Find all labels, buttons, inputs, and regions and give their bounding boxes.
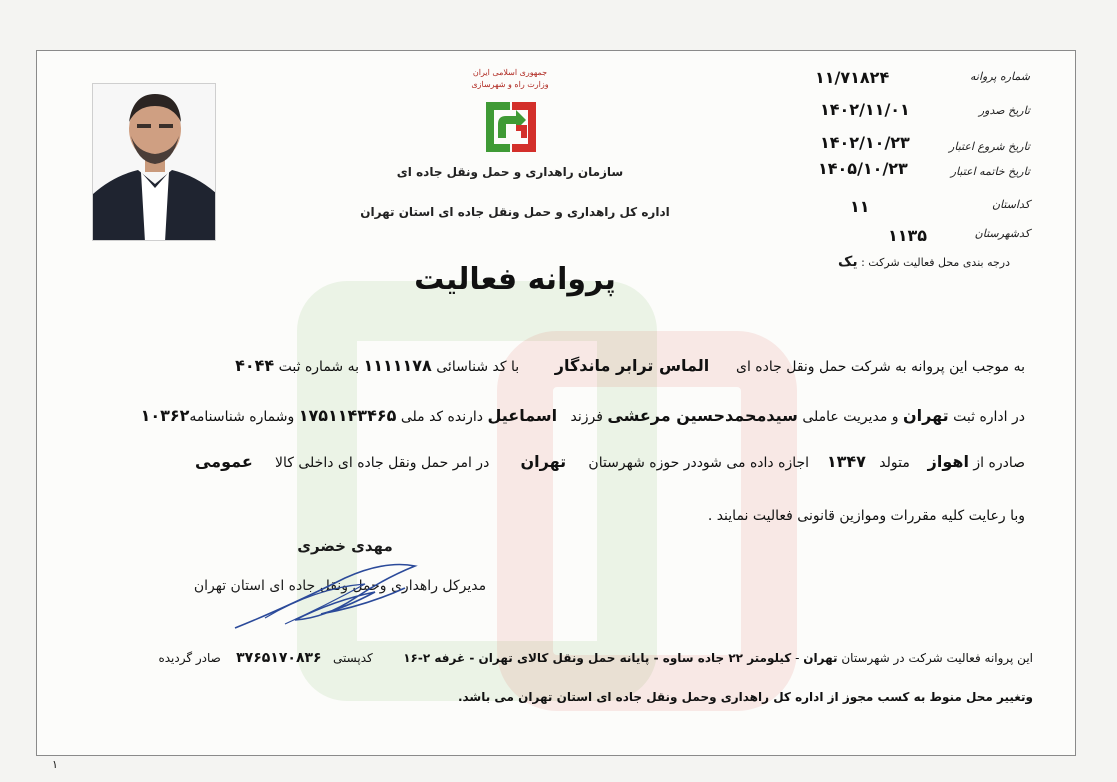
body-line-3	[55, 452, 1025, 471]
province-code-label: کداستان	[991, 198, 1030, 211]
city-code-label: کدشهرستان	[974, 227, 1030, 240]
body-line-1	[55, 356, 1025, 375]
body-text: صادره از	[973, 455, 1025, 471]
postal-code: ۳۷۶۵۱۷۰۸۳۶	[236, 650, 322, 666]
goods-type: عمومی	[194, 452, 253, 471]
footer-line-1: این پروانه فعالیت شرکت در شهرستان تهران - کیلومتر ۲۲ جاده ساوه - پایانه حمل ونقل کالای تهران - غرفه ۲-۱۶ کدپستی ۳۷۶۵۱۷۰۸۳۶ صادر گردیده	[158, 650, 1033, 666]
manager-name: سیدمحمدحسین مرعشی	[607, 406, 798, 425]
body-text: در اداره ثبت	[953, 409, 1025, 425]
body-text: متولد	[879, 455, 910, 471]
holder-photo	[92, 83, 216, 241]
province-code-value: ۱۱	[850, 197, 870, 216]
company-name: الماس ترابر ماندگار	[554, 356, 710, 375]
registration-number: ۴۰۴۴	[235, 356, 275, 375]
footer-line-2: وتغییر محل منوط به کسب مجوز از اداره کل راهداری وحمل ونقل جاده ای استان تهران می باشد.	[457, 690, 1033, 704]
birth-year: ۱۳۴۷	[826, 452, 866, 471]
footer-text: این پروانه فعالیت شرکت در شهرستان	[841, 651, 1033, 665]
signatory-name: مهدی خضری	[297, 537, 393, 555]
org-name: سازمان راهداری و حمل ونقل جاده ای	[396, 165, 624, 179]
company-id: ۱۱۱۱۱۷۸	[363, 356, 432, 375]
activity-city: تهران	[520, 452, 567, 471]
body-line-4: وبا رعایت کلیه مقررات وموازین قانونی فعالیت نمایند .	[707, 508, 1025, 524]
body-text: به موجب این پروانه به شرکت حمل ونقل جاده ای	[735, 359, 1025, 375]
person-portrait-icon	[93, 84, 216, 241]
footer-text: صادر گردیده	[158, 651, 221, 665]
body-text: و مدیریت عاملی	[802, 409, 899, 425]
handwritten-signature	[225, 548, 435, 638]
validity-start-value: ۱۴۰۲/۱۰/۲۳	[820, 133, 910, 152]
validity-end-label: تاریخ خاتمه اعتبار	[950, 165, 1030, 178]
registration-city: تهران	[903, 406, 949, 425]
postal-code-label: کدپستی	[333, 651, 373, 665]
body-text: وشماره شناسنامه	[189, 409, 295, 425]
id-number: ۱۰۳۶۲	[140, 406, 190, 425]
ministry-logo	[460, 68, 560, 158]
validity-start-label: تاریخ شروع اعتبار	[949, 140, 1030, 153]
body-text: اجازه داده می شوددر حوزه شهرستان	[588, 455, 810, 471]
city-code-value: ۱۱۳۵	[888, 226, 928, 245]
page-number: ۱	[52, 758, 58, 771]
logo-line-2: وزارت راه و شهرسازی	[471, 80, 549, 89]
body-text: در امر حمل ونقل جاده ای داخلی کالا	[275, 455, 490, 471]
grade-value: یک	[838, 254, 858, 270]
birth-place: اهواز	[927, 452, 969, 471]
license-number-label: شماره پروانه	[970, 70, 1030, 83]
road-transport-emblem-icon	[480, 96, 542, 158]
issue-date-value: ۱۴۰۲/۱۱/۰۱	[820, 100, 910, 119]
body-line-2	[55, 406, 1025, 425]
grade-label: درجه بندی محل فعالیت شرکت :	[861, 256, 1010, 269]
body-text: فرزند	[570, 409, 603, 425]
national-id: ۱۷۵۱۱۴۳۴۶۵	[298, 406, 397, 425]
body-text: به شماره ثبت	[278, 359, 359, 375]
footer-city: تهران	[803, 651, 838, 665]
footer-address: کیلومتر ۲۲ جاده ساوه - پایانه حمل ونقل کالای تهران - غرفه ۲-۱۶	[403, 651, 792, 665]
license-number-value: ۱۱/۷۱۸۲۴	[815, 68, 890, 87]
logo-line-1: جمهوری اسلامی ایران	[472, 68, 548, 77]
document-title: پروانه فعالیت	[414, 262, 616, 297]
body-text: دارنده کد ملی	[400, 409, 483, 425]
validity-end-value: ۱۴۰۵/۱۰/۲۳	[818, 159, 908, 178]
grade-row	[780, 254, 1010, 270]
father-name: اسماعیل	[487, 406, 558, 425]
issue-date-label: تاریخ صدور	[978, 104, 1030, 117]
org-department: اداره کل راهداری و حمل ونقل جاده ای استان تهران	[360, 205, 670, 219]
body-text: با کد شناسائی	[436, 359, 520, 375]
signatory-role: مدیرکل راهداری وحمل ونقل جاده ای استان تهران	[193, 578, 487, 594]
